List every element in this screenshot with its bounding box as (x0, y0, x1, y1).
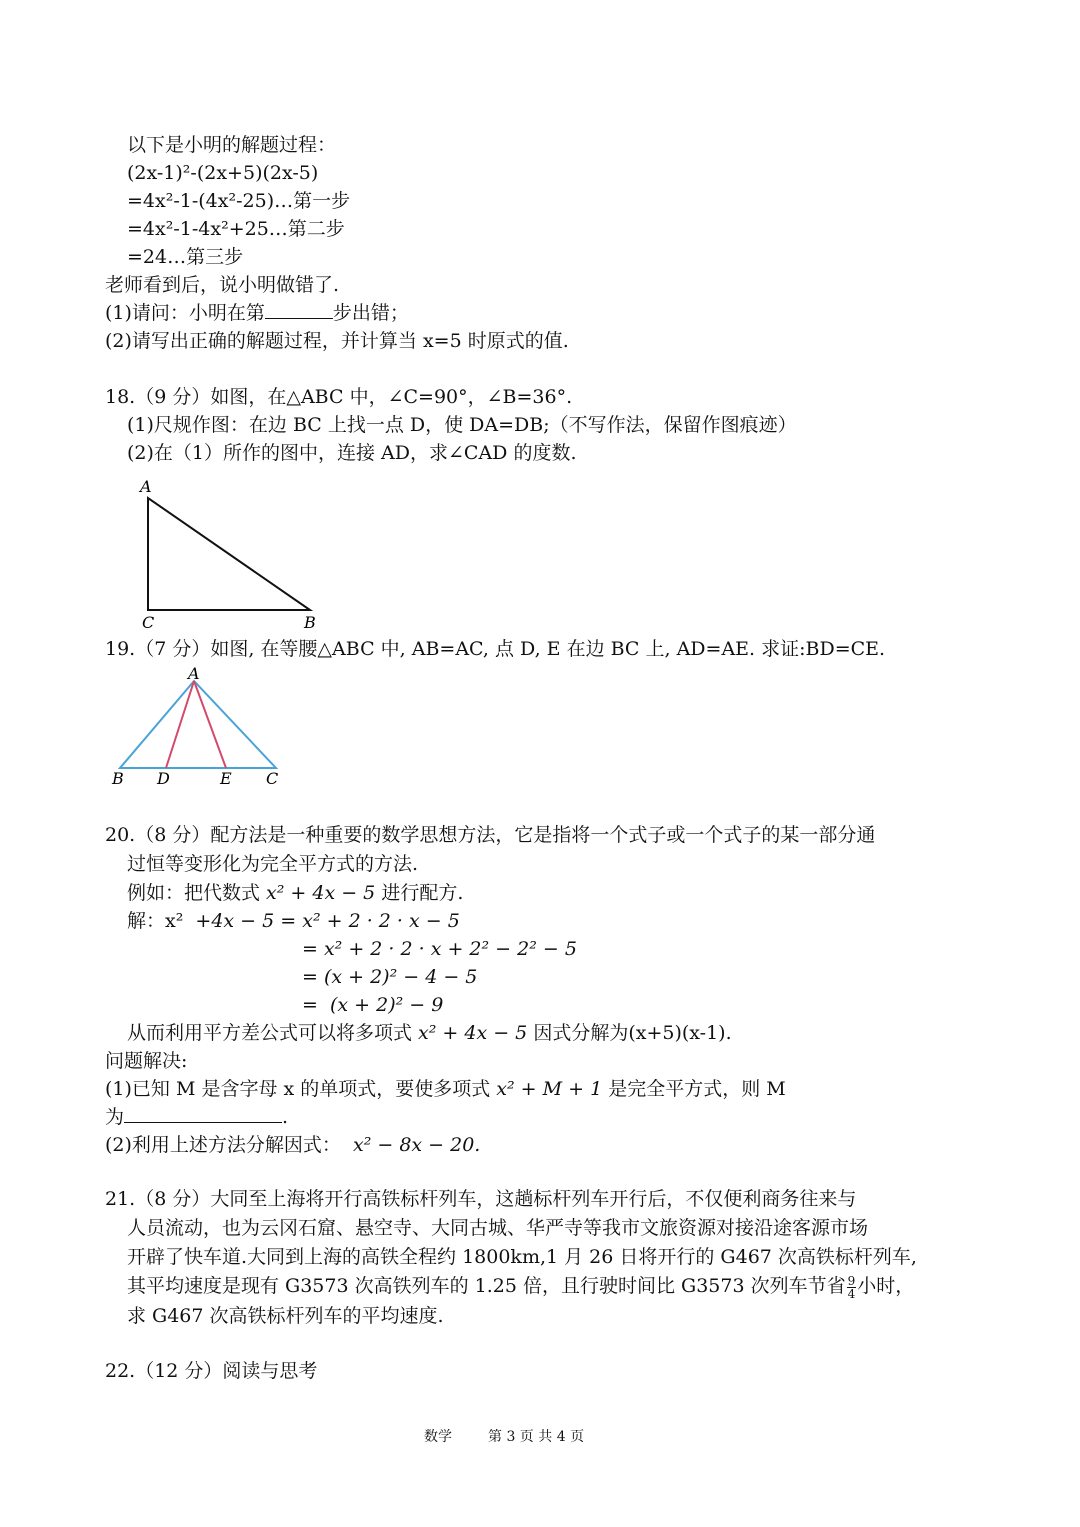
segment-ad (166, 681, 194, 768)
q20-concl-b: 因式分解为(x+5)(x-1). (527, 1022, 732, 1044)
q19-isosceles-figure (108, 664, 288, 794)
q17-step2: =4x²-1-4x²+25…第二步 (127, 218, 345, 240)
q20-part1-b: 是完全平方式，则 M (602, 1078, 786, 1100)
q18-part2: (2)在（1）所作的图中，连接 AD，求∠CAD 的度数. (127, 442, 577, 464)
q20-header-line2: 过恒等变形化为完全平方式的方法. (127, 853, 419, 875)
point-label-d: D (157, 769, 170, 788)
q20-header-line1: 20.（8 分）配方法是一种重要的数学思想方法，它是指将一个式子或一个式子的某一部分通 (105, 824, 876, 846)
q21-line2: 人员流动，也为云冈石窟、悬空寺、大同古城、华严寺等我市文旅资源对接沿途客源市场 (127, 1217, 869, 1239)
footer-page-number: 第 3 页 共 4 页 (488, 1429, 585, 1445)
q20-solution-line1 (127, 908, 460, 934)
q20-problem-heading: 问题解决: (105, 1050, 188, 1072)
q21-line4 (127, 1273, 914, 1300)
q20-part1 (105, 1076, 786, 1102)
q17-step1: =4x²-1-(4x²-25)…第一步 (127, 190, 351, 212)
vertex-label-c: C (266, 769, 279, 788)
fraction-denominator: 4 (847, 1286, 856, 1301)
q20-example-b: 进行配方. (375, 882, 464, 904)
q20-solution-line3: = (x + 2)² − 4 − 5 (302, 966, 478, 988)
segment-ae (194, 681, 226, 768)
q20-sol-a: 解：x² (127, 910, 196, 932)
q20-part1-cont (105, 1104, 288, 1130)
q20-example-expr: x² + 4x − 5 (266, 882, 376, 904)
q17-part1-a: (1)请问：小明在第 (105, 302, 265, 324)
triangle-abc (148, 498, 310, 610)
q20-sol-expr: +4x − 5 = x² + 2 · 2 · x − 5 (195, 910, 460, 932)
q17-step0: (2x-1)²-(2x+5)(2x-5) (127, 162, 319, 184)
q17-part2: (2)请写出正确的解题过程，并计算当 x=5 时原式的值. (105, 330, 569, 352)
q17-part1 (105, 300, 409, 326)
q21-line4-b: 小时， (857, 1275, 915, 1297)
q21-line4-a: 其平均速度是现有 G3573 次高铁列车的 1.25 倍，且行驶时间比 G3573 次列车节省 (127, 1275, 846, 1297)
q20-part1-expr: x² + M + 1 (496, 1078, 603, 1100)
vertex-label-a: A (188, 664, 200, 683)
q18-header: 18.（9 分）如图，在△ABC 中，∠C=90°，∠B=36°. (105, 386, 573, 408)
q22-header: 22.（12 分）阅读与思考 (105, 1360, 318, 1382)
q20-part2 (105, 1132, 480, 1158)
answer-blank (265, 318, 333, 319)
vertex-label-a: A (140, 477, 152, 496)
q17-intro: 以下是小明的解题过程： (127, 134, 337, 156)
q17-teacher: 老师看到后，说小明做错了. (105, 274, 340, 296)
q17-step3: =24…第三步 (127, 246, 244, 268)
q20-solution-line4: = (x + 2)² − 9 (302, 994, 444, 1016)
fraction-nine-fourths (847, 1275, 857, 1300)
q21-line1: 21.（8 分）大同至上海将开行高铁标杆列车，这趟标杆列车开行后，不仅便利商务往来与 (105, 1188, 857, 1210)
point-label-e: E (220, 769, 232, 788)
footer-subject: 数学 (424, 1429, 452, 1445)
q20-solution-line2: = x² + 2 · 2 · x + 2² − 2² − 5 (302, 938, 577, 960)
q20-concl-a: 从而利用平方差公式可以将多项式 (127, 1022, 419, 1044)
q21-line3: 开辟了快车道.大同到上海的高铁全程约 1800km,1 月 26 日将开行的 G467 次高铁标杆列车, (127, 1246, 917, 1268)
q18-part1: (1)尺规作图：在边 BC 上找一点 D，使 DA=DB;（不写作法，保留作图痕迹） (127, 414, 797, 436)
q20-part1-d: . (282, 1106, 289, 1128)
q18-triangle-figure (130, 476, 330, 636)
q20-part2-expr: x² − 8x − 20. (353, 1134, 481, 1156)
q17-part1-b: 步出错； (332, 302, 409, 324)
q20-example-a: 例如：把代数式 (127, 882, 267, 904)
answer-blank (124, 1122, 282, 1123)
q21-line5: 求 G467 次高铁标杆列车的平均速度. (127, 1305, 444, 1327)
fraction-numerator: 9 (847, 1273, 856, 1288)
q20-part1-a: (1)已知 M 是含字母 x 的单项式，要使多项式 (105, 1078, 497, 1100)
q20-concl-expr: x² + 4x − 5 (418, 1022, 528, 1044)
q20-part1-c: 为 (105, 1106, 125, 1128)
q20-part2-a: (2)利用上述方法分解因式： (105, 1134, 353, 1156)
vertex-label-b: B (304, 613, 316, 632)
q20-conclusion (127, 1020, 732, 1046)
vertex-label-b: B (112, 769, 124, 788)
q19-header: 19.（7 分）如图, 在等腰△ABC 中, AB=AC, 点 D, E 在边 BC 上, AD=AE. 求证:BD=CE. (105, 638, 886, 660)
q20-example (127, 880, 463, 906)
vertex-label-c: C (142, 613, 155, 632)
